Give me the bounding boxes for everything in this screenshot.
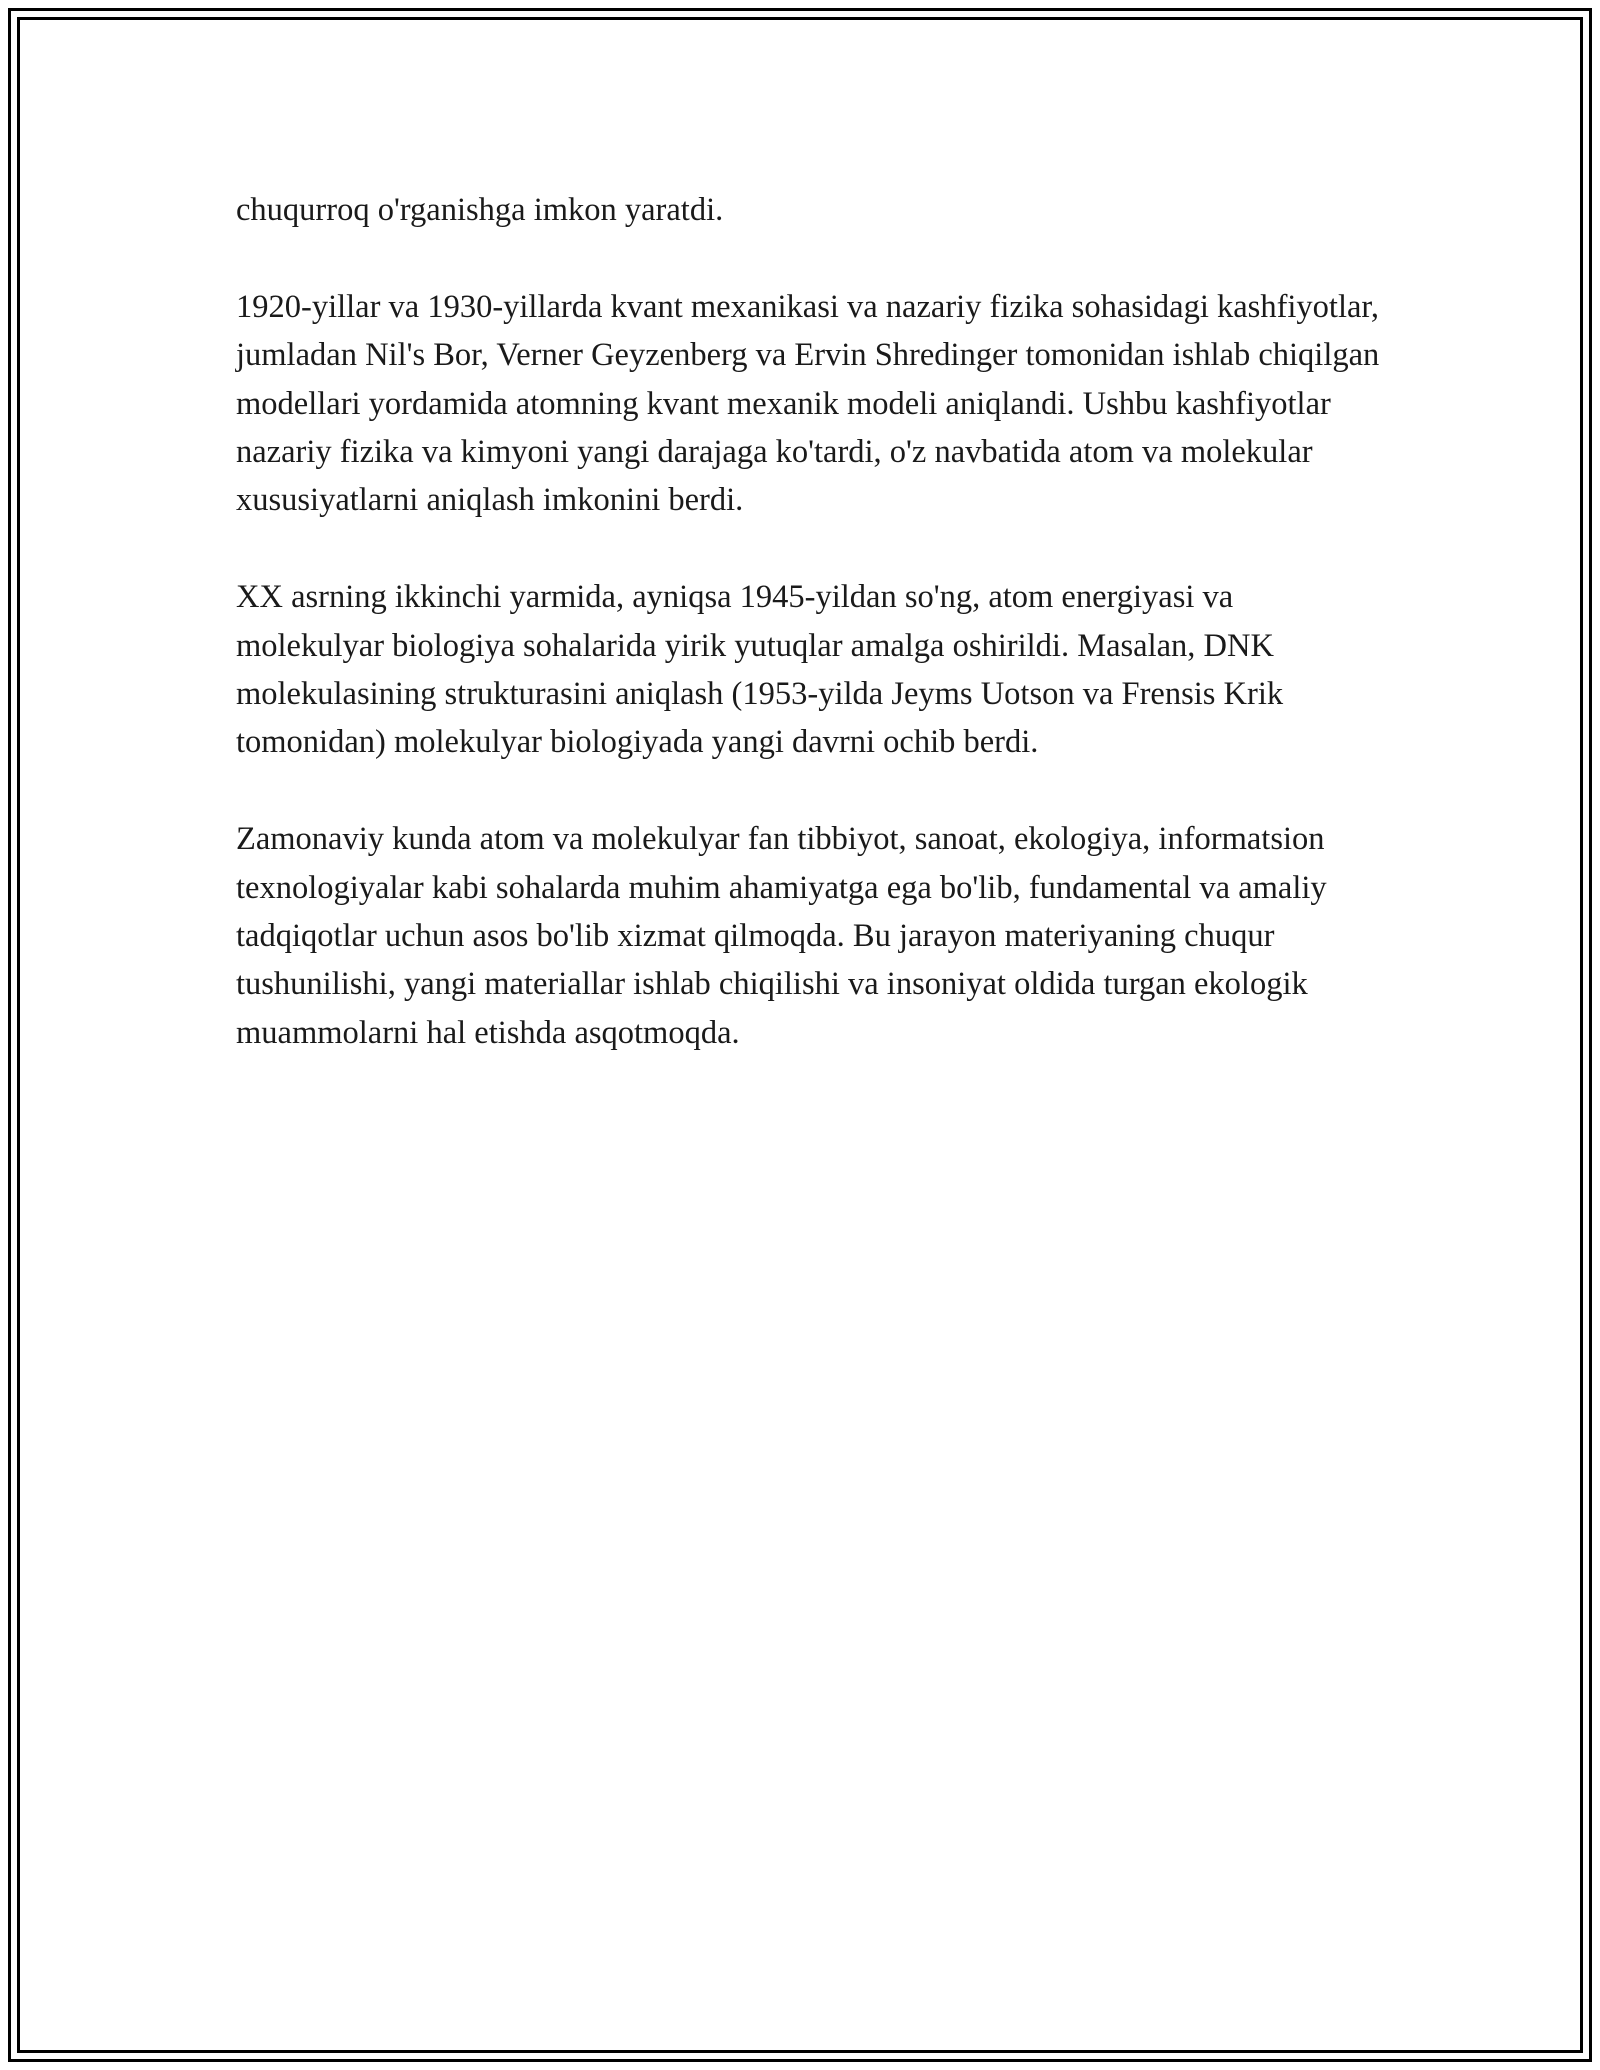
paragraph-3: XX asrning ikkinchi yarmida, ayniqsa 1945-yildan so'ng, atom energiyasi va molekulyar biologiya sohalarida yirik yutuqlar amalga oshirildi. Masalan, DNK molekulasining strukturasini aniqlash (1953-yilda Jeyms Uotson va Frensis Krik tomonidan) molekulyar biologiyada yangi davrni ochib berdi. xyxy=(236,579,1284,761)
paragraph-1: chuqurroq o'rganishga imkon yaratdi. xyxy=(236,192,724,228)
paragraph-4: Zamonaviy kunda atom va molekulyar fan tibbiyot, sanoat, ekologiya, informatsion texnologiyalar kabi sohalarda muhim ahamiyatga ega bo'lib, fundamental va amaliy tadqiqotlar uchun asos bo'lib xizmat qilmoqda. Bu jarayon materiyaning chuqur tushunilishi, yangi materiallar ishlab chiqilishi va insoniyat oldida turgan ekologik muammolarni hal etishda asqotmoqda. xyxy=(236,821,1327,1051)
paragraph-2: 1920-yillar va 1930-yillarda kvant mexanikasi va nazariy fizika sohasidagi kashfiyotlar, jumladan Nil's Bor, Verner Geyzenberg va Ervin Shredinger tomonidan ishlab chiqilgan modellari yordamida atomning kvant mexanik modeli aniqlandi. Ushbu kashfiyotlar nazariy fizika va kimyoni yangi darajaga ko'tardi, o'z navbatida atom va molekular xususiyatlarni aniqlash imkonini berdi. xyxy=(236,288,1380,519)
document-body xyxy=(236,186,1386,1106)
